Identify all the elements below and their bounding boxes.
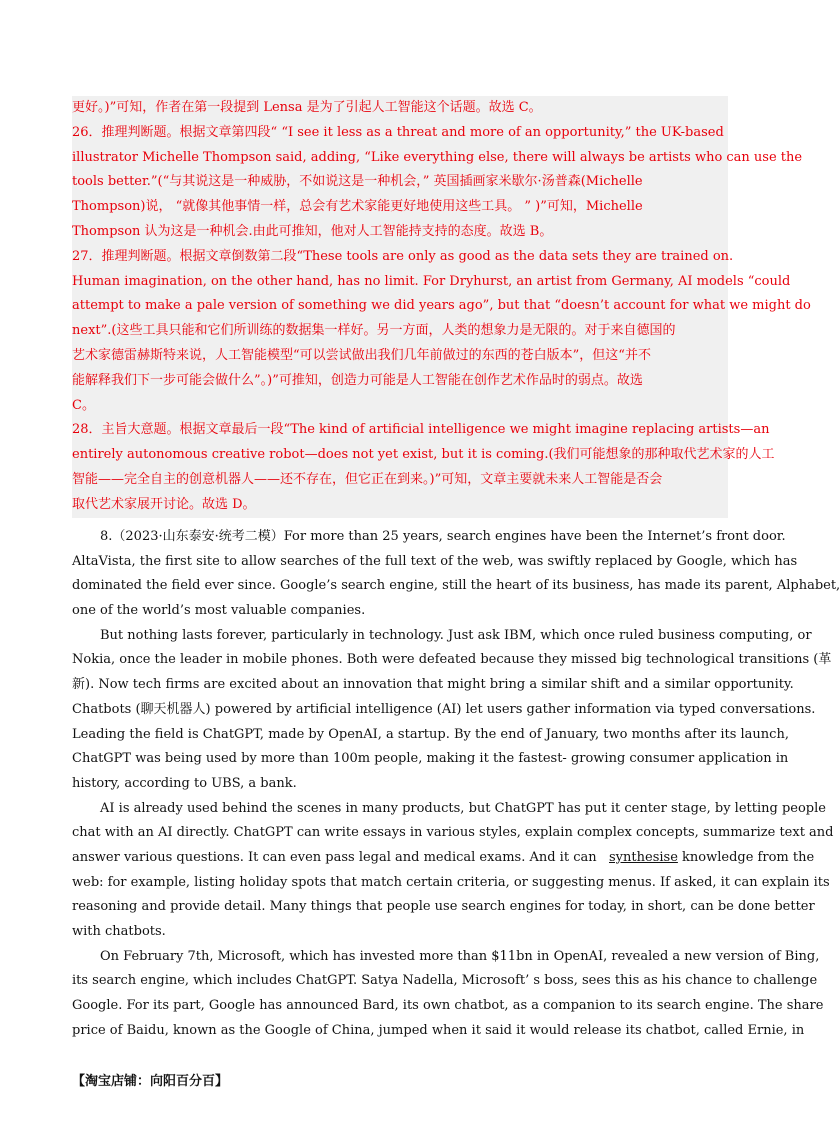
answer-line: attempt to make a pale version of something we did years ago”, but that “doesn’t account for what we might do (72, 298, 811, 314)
answer-line: C。 (72, 397, 95, 413)
answer-line: Thompson)说， “就像其他事情一样，总会有艺术家能更好地使用这些工具。 ” )”可知，Michelle (72, 199, 643, 215)
passage-line: Nokia, once the leader in mobile phones. Both were defeated because they missed big technological transitions (革 (72, 652, 832, 668)
passage-text: knowledge from the (682, 849, 815, 865)
passage-line: price of Baidu, known as the Google of China, jumped when it said it would release its chatbot, called Ernie, in (72, 1022, 805, 1038)
passage-line: AltaVista, the first site to allow searches of the full text of the web, was swiftly replaced by Google, which has (72, 553, 798, 569)
passage-line: history, according to UBS, a bank. (72, 775, 297, 791)
passage-line: dominated the field ever since. Google’s search engine, still the heart of its business, has made its parent, Alphabet, (72, 578, 840, 594)
answer-line: illustrator Michelle Thompson said, adding, “Like everything else, there will always be artists who can use the (72, 149, 803, 165)
shop-footer: 【淘宝店铺：向阳百分百】 (72, 1074, 229, 1089)
paragraph-3 (72, 797, 834, 945)
answer-line: entirely autonomous creative robot—does not yet exist, but it is coming.(我们可能想象的那种取代艺术家的人工 (72, 447, 775, 463)
paragraph-1 (72, 525, 840, 624)
passage-line: AI is already used behind the scenes in many products, but ChatGPT has put it center stage, by letting people (100, 800, 826, 816)
passage-line: 8.（2023·山东泰安·统考二模）For more than 25 years, search engines have been the Internet’s front door. (100, 529, 786, 544)
answer-line: 26．推理判断题。根据文章第四段“ “I see it less as a threat and more of an opportunity,” the UK-based (72, 124, 724, 140)
passage-line: 新). Now tech firms are excited about an innovation that might bring a similar shift and a similar opportunity. (72, 677, 794, 693)
paragraph-2 (72, 624, 832, 797)
reading-passage (72, 525, 840, 1043)
paragraph-4 (72, 945, 824, 1044)
passage-line: Leading the field is ChatGPT, made by OpenAI, a startup. By the end of January, two months after its launch, (72, 726, 789, 742)
answer-line: tools better.”(“与其说这是一种威胁，不如说这是一种机会，” 英国插画家米歇尔·汤普森(Michelle (72, 174, 643, 190)
passage-line: one of the world’s most valuable companies. (72, 603, 366, 619)
passage-line: Google. For its part, Google has announced Bard, its own chatbot, as a companion to its search engine. The share (72, 998, 824, 1014)
passage-line: web: for example, listing holiday spots that match certain criteria, or suggesting menus. If asked, it can explain its (72, 874, 830, 890)
passage-line: Chatbots (聊天机器人) powered by artificial intelligence (AI) let users gather information via typed conversations. (72, 701, 816, 717)
passage-line: its search engine, which includes ChatGPT. Satya Nadella, Microsoft’ s boss, sees this as his chance to challenge (72, 973, 818, 989)
answer-line: next”.(这些工具只能和它们所训练的数据集一样好。另一方面，人类的想象力是无限的。对于来自德国的 (72, 323, 676, 339)
answer-line: 27．推理判断题。根据文章倒数第二段“These tools are only as good as the data sets they are trained on. (72, 248, 734, 264)
underlined-word: synthesise (609, 849, 678, 865)
answer-line: 艺术家德雷赫斯特来说，人工智能模型“可以尝试做出我们几年前做过的东西的苍白版本”，但这“并不 (72, 347, 651, 363)
passage-line: chat with an AI directly. ChatGPT can write essays in various styles, explain complex concepts, summarize text and (72, 825, 834, 841)
answer-line: 能解释我们下一步可能会做什么”。)”可推知，创造力可能是人工智能在创作艺术作品时的弱点。故选 (72, 372, 643, 388)
passage-line: On February 7th, Microsoft, which has invested more than $11bn in OpenAI, revealed a new version of Bing, (100, 948, 820, 964)
answer-explanations (72, 96, 811, 518)
answer-line: 更好。)”可知，作者在第一段提到 Lensa 是为了引起人工智能这个话题。故选 C。 (72, 100, 542, 115)
passage-line: reasoning and provide detail. Many things that people use search engines for today, in short, can be done better (72, 899, 815, 915)
answer-line: Human imagination, on the other hand, has no limit. For Dryhurst, an artist from Germany, AI models “could (72, 273, 791, 289)
answer-line: Thompson 认为这是一种机会.由此可推知，他对人工智能持支持的态度。故选 B。 (72, 223, 553, 239)
passage-line: with chatbots. (72, 924, 166, 939)
passage-line (72, 846, 815, 871)
passage-line: ChatGPT was being used by more than 100m people, making it the fastest- growing consumer application in (72, 751, 789, 767)
passage-line: But nothing lasts forever, particularly in technology. Just ask IBM, which once ruled business computing, or (100, 627, 812, 643)
answer-line: 28．主旨大意题。根据文章最后一段“The kind of artificial intelligence we might imagine replacing artists—an (72, 422, 770, 438)
answer-line: 智能——完全自主的创意机器人——还不存在，但它正在到来。)”可知，文章主要就未来人工智能是否会 (72, 471, 663, 487)
passage-text: answer various questions. It can even pass legal and medical exams. And it can (72, 849, 597, 865)
answer-line: 取代艺术家展开讨论。故选 D。 (72, 496, 256, 512)
